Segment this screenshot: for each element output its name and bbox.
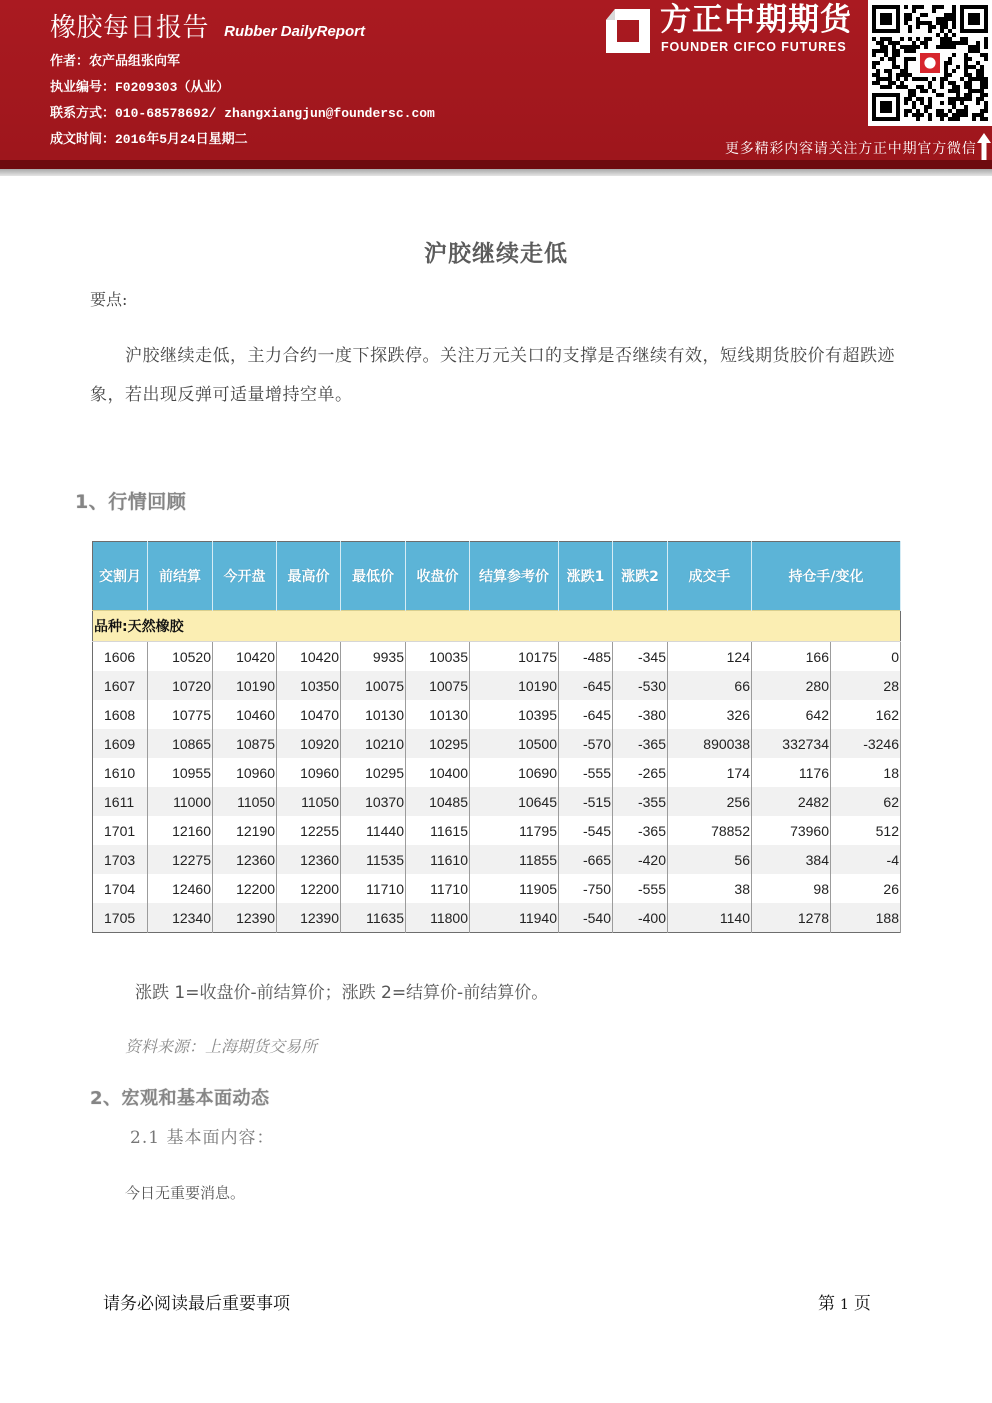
cell-low: 10130 <box>341 700 406 729</box>
page-title: 沪胶继续走低 <box>424 241 568 267</box>
date-line: 成文时间：2016年5月24日星期二 <box>50 132 248 147</box>
key-points-label: 要点: <box>90 290 128 309</box>
cell-change2: -400 <box>613 903 668 933</box>
cell-change1: -485 <box>559 642 613 672</box>
cell-delivery-month: 1610 <box>93 758 148 787</box>
cell-open-interest: 73960 <box>752 816 831 845</box>
cell-delivery-month: 1703 <box>93 845 148 874</box>
column-header-volume: 成交手 <box>668 542 752 611</box>
cell-change1: -645 <box>559 671 613 700</box>
cell-change2: -365 <box>613 816 668 845</box>
cell-prev-settle: 10865 <box>148 729 213 758</box>
cell-low: 11440 <box>341 816 406 845</box>
brand-name-cn: 方正中期期货 <box>660 2 852 38</box>
report-title <box>50 7 365 44</box>
cell-high: 12255 <box>277 816 341 845</box>
cell-high: 10350 <box>277 671 341 700</box>
cell-delivery-month: 1611 <box>93 787 148 816</box>
cell-close: 10075 <box>406 671 470 700</box>
author-line: 作者：农产品组张向军 <box>50 54 181 69</box>
cell-oi-change: -4 <box>831 845 901 874</box>
cell-delivery-month: 1609 <box>93 729 148 758</box>
qr-code <box>868 0 992 126</box>
cell-delivery-month: 1607 <box>93 671 148 700</box>
cell-volume: 56 <box>668 845 752 874</box>
data-source: 资料来源：上海期货交易所 <box>125 1037 318 1056</box>
header-underline <box>0 169 992 176</box>
cell-change1: -515 <box>559 787 613 816</box>
up-arrow-icon <box>977 133 991 160</box>
cell-settle-ref: 10690 <box>470 758 559 787</box>
section-heading-macro: 2、宏观和基本面动态 <box>90 1088 270 1109</box>
table-row <box>93 700 901 729</box>
cell-delivery-month: 1608 <box>93 700 148 729</box>
table-row <box>93 787 901 816</box>
column-header-change1: 涨跌1 <box>559 542 613 611</box>
subsection-body: 今日无重要消息。 <box>125 1184 246 1202</box>
column-header-close: 收盘价 <box>406 542 470 611</box>
cell-low: 11535 <box>341 845 406 874</box>
cell-volume: 1140 <box>668 903 752 933</box>
cell-prev-settle: 10520 <box>148 642 213 672</box>
cell-open-interest: 384 <box>752 845 831 874</box>
column-header-low: 最低价 <box>341 542 406 611</box>
cell-close: 10035 <box>406 642 470 672</box>
cell-close: 10295 <box>406 729 470 758</box>
column-header-high: 最高价 <box>277 542 341 611</box>
cell-high: 12390 <box>277 903 341 933</box>
cell-open-interest: 280 <box>752 671 831 700</box>
cell-oi-change: 62 <box>831 787 901 816</box>
page-number-value: 1 <box>840 1297 849 1313</box>
cell-oi-change: 162 <box>831 700 901 729</box>
cell-close: 10485 <box>406 787 470 816</box>
cell-low: 10370 <box>341 787 406 816</box>
cell-delivery-month: 1705 <box>93 903 148 933</box>
summary-line: 沪胶继续走低，主力合约一度下探跌停。关注万元关口的支撑是否继续有效，短线期货胶价有超跌迹 <box>125 346 895 366</box>
cell-close: 11710 <box>406 874 470 903</box>
cell-close: 11610 <box>406 845 470 874</box>
cell-change2: -355 <box>613 787 668 816</box>
cell-low: 10075 <box>341 671 406 700</box>
cell-change1: -555 <box>559 758 613 787</box>
table-row <box>93 816 901 845</box>
cell-low: 10210 <box>341 729 406 758</box>
cell-open-interest: 166 <box>752 642 831 672</box>
cell-open: 12200 <box>213 874 277 903</box>
table-row <box>93 758 901 787</box>
report-title-cn: 橡胶每日报告 <box>50 13 210 43</box>
cell-prev-settle: 12460 <box>148 874 213 903</box>
cell-change2: -265 <box>613 758 668 787</box>
column-header-settle-ref: 结算参考价 <box>470 542 559 611</box>
cell-prev-settle: 12340 <box>148 903 213 933</box>
table-row <box>93 903 901 933</box>
cell-open-interest: 2482 <box>752 787 831 816</box>
subsection-heading: 2.1 基本面内容： <box>130 1128 275 1148</box>
license-line: 执业编号：F0209303（从业） <box>50 80 230 95</box>
cell-prev-settle: 12275 <box>148 845 213 874</box>
cell-open-interest: 642 <box>752 700 831 729</box>
cell-oi-change: -3246 <box>831 729 901 758</box>
cell-settle-ref: 10175 <box>470 642 559 672</box>
cell-volume: 174 <box>668 758 752 787</box>
column-header-open-interest: 持仓手/变化 <box>752 542 901 611</box>
market-quote-table <box>92 541 901 933</box>
report-title-en: Rubber DailyReport <box>224 23 365 40</box>
table-row <box>93 642 901 672</box>
cell-settle-ref: 11905 <box>470 874 559 903</box>
cell-open: 10420 <box>213 642 277 672</box>
variety-row <box>93 611 901 642</box>
cell-delivery-month: 1606 <box>93 642 148 672</box>
section-heading-market-review: 1、行情回顾 <box>75 491 187 513</box>
footer-notice: 请务必阅读最后重要事项 <box>103 1294 290 1314</box>
cell-change1: -750 <box>559 874 613 903</box>
cell-open: 11050 <box>213 787 277 816</box>
cell-high: 10920 <box>277 729 341 758</box>
cell-open: 12360 <box>213 845 277 874</box>
founder-logo-icon <box>604 7 652 55</box>
column-header-prev-settle: 前结算 <box>148 542 213 611</box>
cell-low: 9935 <box>341 642 406 672</box>
cell-open-interest: 1176 <box>752 758 831 787</box>
cell-oi-change: 188 <box>831 903 901 933</box>
header-divider <box>0 160 992 169</box>
cell-open-interest: 1278 <box>752 903 831 933</box>
cell-volume: 66 <box>668 671 752 700</box>
cell-change1: -570 <box>559 729 613 758</box>
cell-open-interest: 332734 <box>752 729 831 758</box>
column-header-delivery-month: 交割月 <box>93 542 148 611</box>
cell-prev-settle: 10955 <box>148 758 213 787</box>
cell-settle-ref: 11940 <box>470 903 559 933</box>
cell-open: 12190 <box>213 816 277 845</box>
cell-delivery-month: 1704 <box>93 874 148 903</box>
cell-volume: 38 <box>668 874 752 903</box>
page-number <box>818 1294 871 1314</box>
cell-prev-settle: 11000 <box>148 787 213 816</box>
cell-change1: -540 <box>559 903 613 933</box>
table-body <box>93 611 901 933</box>
cell-high: 10420 <box>277 642 341 672</box>
cell-settle-ref: 10645 <box>470 787 559 816</box>
cell-high: 10470 <box>277 700 341 729</box>
table-header <box>93 542 901 611</box>
cell-open: 10460 <box>213 700 277 729</box>
cell-volume: 890038 <box>668 729 752 758</box>
cell-oi-change: 512 <box>831 816 901 845</box>
cell-change2: -345 <box>613 642 668 672</box>
page-prefix: 第 <box>818 1294 835 1314</box>
summary-line: 象，若出现反弹可适量增持空单。 <box>90 385 353 405</box>
table-row <box>93 874 901 903</box>
qr-code-image <box>872 5 988 121</box>
cell-settle-ref: 11795 <box>470 816 559 845</box>
cell-change1: -665 <box>559 845 613 874</box>
cell-close: 11800 <box>406 903 470 933</box>
cell-change2: -530 <box>613 671 668 700</box>
page-suffix: 页 <box>853 1294 871 1314</box>
cell-open: 12390 <box>213 903 277 933</box>
cell-settle-ref: 11855 <box>470 845 559 874</box>
contact-line: 联系方式：010-68578692/ zhangxiangjun@foundersc.com <box>50 106 435 121</box>
table-row <box>93 845 901 874</box>
cell-oi-change: 18 <box>831 758 901 787</box>
report-header <box>0 0 992 160</box>
cell-settle-ref: 10190 <box>470 671 559 700</box>
cell-change1: -545 <box>559 816 613 845</box>
cell-low: 11710 <box>341 874 406 903</box>
cell-high: 12200 <box>277 874 341 903</box>
cell-high: 10960 <box>277 758 341 787</box>
cell-open: 10875 <box>213 729 277 758</box>
cell-high: 12360 <box>277 845 341 874</box>
cell-settle-ref: 10500 <box>470 729 559 758</box>
table-header-row <box>93 542 901 611</box>
variety-label: 品种:天然橡胶 <box>93 611 901 642</box>
cell-volume: 124 <box>668 642 752 672</box>
cell-delivery-month: 1701 <box>93 816 148 845</box>
brand-name-en: FOUNDER CIFCO FUTURES <box>661 40 847 54</box>
cell-oi-change: 0 <box>831 642 901 672</box>
cell-open-interest: 98 <box>752 874 831 903</box>
cell-prev-settle: 10775 <box>148 700 213 729</box>
table-note: 涨跌 1=收盘价-前结算价；涨跌 2=结算价-前结算价。 <box>135 983 549 1003</box>
cell-open: 10190 <box>213 671 277 700</box>
cell-low: 11635 <box>341 903 406 933</box>
column-header-change2: 涨跌2 <box>613 542 668 611</box>
column-header-open: 今开盘 <box>213 542 277 611</box>
cell-change1: -645 <box>559 700 613 729</box>
cell-prev-settle: 12160 <box>148 816 213 845</box>
cell-volume: 256 <box>668 787 752 816</box>
cell-volume: 78852 <box>668 816 752 845</box>
cell-change2: -365 <box>613 729 668 758</box>
cell-close: 10130 <box>406 700 470 729</box>
cell-change2: -555 <box>613 874 668 903</box>
cell-close: 10400 <box>406 758 470 787</box>
wechat-follow-note: 更多精彩内容请关注方正中期官方微信 <box>725 141 977 157</box>
cell-change2: -420 <box>613 845 668 874</box>
cell-change2: -380 <box>613 700 668 729</box>
cell-open: 10960 <box>213 758 277 787</box>
cell-high: 11050 <box>277 787 341 816</box>
cell-oi-change: 28 <box>831 671 901 700</box>
cell-close: 11615 <box>406 816 470 845</box>
cell-prev-settle: 10720 <box>148 671 213 700</box>
table-row <box>93 671 901 700</box>
table-row <box>93 729 901 758</box>
cell-oi-change: 26 <box>831 874 901 903</box>
cell-volume: 326 <box>668 700 752 729</box>
cell-low: 10295 <box>341 758 406 787</box>
cell-settle-ref: 10395 <box>470 700 559 729</box>
